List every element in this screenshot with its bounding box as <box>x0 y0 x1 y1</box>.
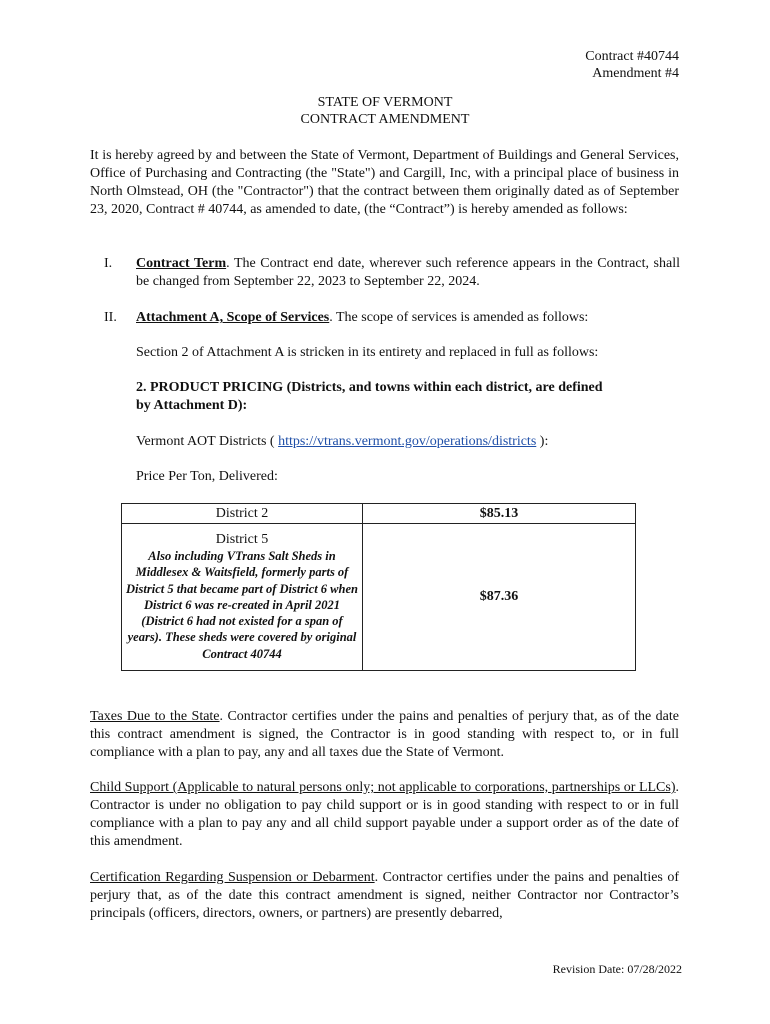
section-number: II. <box>104 310 117 325</box>
section-number: I. <box>104 256 113 271</box>
taxes-heading: Taxes Due to the State <box>90 709 220 724</box>
child-support-paragraph <box>90 779 679 851</box>
price-per-ton-label: Price Per Ton, Delivered: <box>136 469 278 484</box>
title-line-2: CONTRACT AMENDMENT <box>300 112 470 127</box>
document-title <box>0 94 770 128</box>
contract-header <box>585 48 679 82</box>
district-note: Also including VTrans Salt Sheds in Middlesex & Waitsfield, formerly parts of District 5 that became part of District 6 when District 6 was re-created in April 2021 (District 6 had not existed for a span of years). These sheds were covered by original Contract 40744 <box>126 549 358 661</box>
section-heading: Contract Term <box>136 256 227 271</box>
districts-prefix: Vermont AOT Districts ( <box>136 434 279 449</box>
taxes-paragraph <box>90 708 679 762</box>
taxes-text: . Contractor certifies under the pains and penalties of perjury that, as of the date this contract amendment is signed, the Contractor is in good standing with respect to, or in full compliance with a plan to pay, any and all taxes due the State of Vermont. <box>90 709 679 760</box>
section-text: . The Contract end date, wherever such reference appears in the Contract, shall be changed from September 22, 2023 to September 22, 2024. <box>136 256 680 289</box>
table-row <box>122 504 636 524</box>
intro-paragraph: It is hereby agreed by and between the State of Vermont, Department of Buildings and General Services, Office of Purchasing and Contracting (the "State") and Cargill, Inc, with a principal place of business in North Olmstead, OH (the "Contractor") that the contract between them originally dated as of September 23, 2020, Contract # 40744, as amended to date, (the “Contract”) is hereby amended as follows: <box>90 148 679 217</box>
product-pricing-heading: 2. PRODUCT PRICING (Districts, and towns within each district, are defined by Attachment D): <box>136 380 603 413</box>
certification-heading: Certification Regarding Suspension or Debarment <box>90 870 375 885</box>
revision-date: Revision Date: 07/28/2022 <box>552 962 682 976</box>
section-text: . The scope of services is amended as follows: <box>329 310 589 325</box>
districts-link[interactable]: https://vtrans.vermont.gov/operations/districts <box>278 434 537 449</box>
scope-subtext: Section 2 of Attachment A is stricken in its entirety and replaced in full as follows: <box>136 345 599 360</box>
price-cell: $87.36 <box>363 524 636 671</box>
amendment-number: Amendment #4 <box>592 66 679 81</box>
districts-line <box>136 433 680 451</box>
districts-suffix: ): <box>536 434 549 449</box>
section-heading: Attachment A, Scope of Services <box>136 310 330 325</box>
section-body <box>136 255 680 291</box>
child-support-heading: Child Support (Applicable to natural persons only; not applicable to corporations, partnerships or LLCs) <box>90 780 676 795</box>
district-name: District 5 <box>215 532 269 548</box>
table-row <box>122 524 636 671</box>
district-name: District 2 <box>215 505 269 521</box>
district-cell <box>122 504 363 524</box>
price-table <box>121 503 636 671</box>
certification-text: . Contractor certifies under the pains and penalties of perjury that, as of the date this contract amendment is signed, neither Contractor nor Contractor’s principals (officers, directors, owners, or partners) are presently debarred, <box>90 870 679 921</box>
section-body <box>136 309 680 327</box>
title-line-1: STATE OF VERMONT <box>317 95 453 110</box>
contract-number: Contract #40744 <box>585 49 679 64</box>
district-cell <box>122 524 363 671</box>
child-support-text: . Contractor is under no obligation to pay child support or is in good standing with respect to or in full compliance with a plan to pay any and all child support payable under a support order as of the date of this amendment. <box>90 780 679 849</box>
certification-paragraph <box>90 869 679 923</box>
price-cell: $85.13 <box>363 504 636 524</box>
